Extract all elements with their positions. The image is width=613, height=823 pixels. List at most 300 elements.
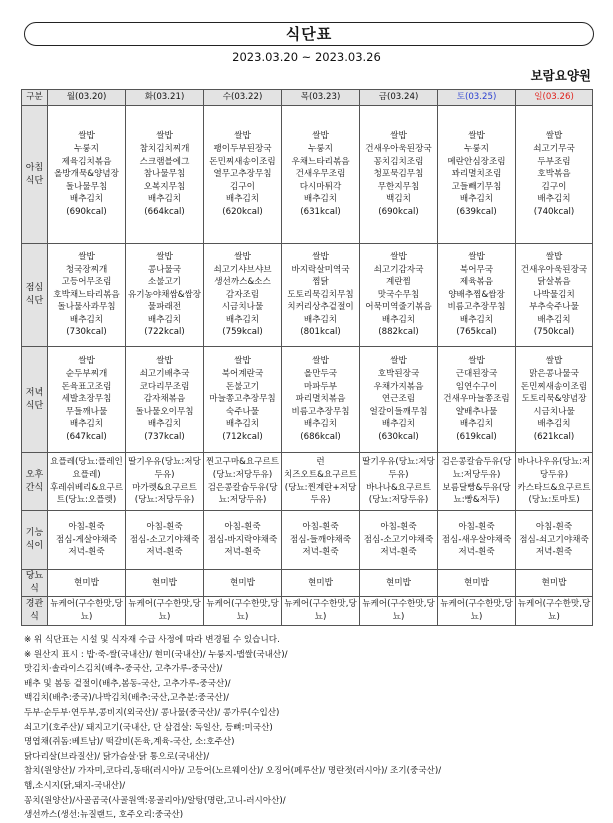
- notes: [24, 633, 599, 823]
- menu-item: 고등어무조림: [61, 277, 112, 288]
- menu-item: 누룽지: [74, 144, 99, 155]
- menu-item: 누룽지: [464, 144, 489, 155]
- menu-item: 마늘쫑고추장무침: [209, 394, 276, 405]
- menu-item: 점심-쇠고기야채죽: [519, 534, 589, 545]
- menu-item: 저녁-흰죽: [146, 547, 183, 558]
- menu-cell: [438, 106, 516, 244]
- menu-item: 검은콩칼슘두유(당뇨:저당두유): [207, 482, 278, 506]
- menu-cell: [360, 570, 438, 597]
- menu-item: 쌀밥: [156, 356, 173, 367]
- row-header: [22, 511, 48, 570]
- menu-item: 점심-게살야채죽: [55, 534, 118, 545]
- note-line: 생선까스(생선:뉴질랜드, 호주오리:중국산): [24, 810, 184, 821]
- facility-name: 보람요양원: [530, 68, 591, 83]
- note-line: 꽁치(원양산)/사골곰국(사골원액:몽골리아)/알탕(명란,고니-러시아산)/: [24, 795, 286, 806]
- menu-cell: [516, 570, 593, 597]
- menu-item: 쌀밥: [545, 131, 563, 142]
- menu-item: 뉴케어(구수한맛,당뇨): [517, 599, 591, 622]
- menu-item: 저녁-흰죽: [302, 547, 339, 558]
- menu-item: 점심-들깨야채죽: [289, 534, 352, 545]
- menu-cell: [48, 597, 126, 626]
- menu-cell: [438, 347, 516, 453]
- menu-item: 물파래전: [147, 302, 182, 313]
- menu-cell: [126, 244, 204, 347]
- menu-item: 다시마튀각: [299, 181, 342, 192]
- day-header: 금(03.24): [360, 90, 438, 106]
- menu-item: 아침-흰죽: [68, 522, 105, 533]
- menu-item: 쇠고기배추국: [139, 369, 190, 380]
- menu-item: 메란안심장조림: [447, 156, 506, 167]
- menu-item: (664kcal): [144, 206, 185, 217]
- menu-item: 호박볶음: [537, 169, 571, 180]
- menu-item: 아침-흰죽: [458, 522, 495, 533]
- menu-item: 저녁-흰죽: [458, 547, 495, 558]
- menu-item: 비름고추장무침: [291, 406, 350, 417]
- meal-row: [22, 244, 593, 347]
- menu-item: (730kcal): [66, 327, 107, 338]
- menu-item: 배추김치: [303, 194, 338, 205]
- menu-item: 양배추찜&쌈장: [448, 289, 505, 300]
- menu-item: 뉴케어(구수한맛,당뇨): [440, 599, 513, 622]
- menu-cell: [516, 597, 593, 626]
- menu-item: 현미밥: [464, 577, 489, 588]
- menu-item: (801kcal): [300, 327, 341, 338]
- menu-item: 임연수구이: [455, 381, 498, 392]
- menu-item: 뉴케어(구수한맛,당뇨): [362, 599, 435, 622]
- menu-item: 배추김치: [69, 194, 104, 205]
- menu-item: 저녁-흰죽: [224, 547, 261, 558]
- menu-cell: [48, 511, 126, 570]
- note-line: 명엽채(쥐돔:베트남)/ 떡갈비(돈육,계육-국산, 소:호주산): [24, 737, 235, 748]
- menu-item: 현미밥: [386, 577, 411, 588]
- menu-item: 배추김치: [147, 419, 182, 430]
- menu-item: (619kcal): [456, 431, 497, 442]
- menu-item: 딸기우유(당뇨:저당두유): [128, 457, 201, 480]
- menu-item: 배추김치: [459, 194, 494, 205]
- menu-item: 쌀밥: [390, 356, 407, 367]
- menu-item: 우채가지볶음: [373, 381, 424, 392]
- menu-item: (639kcal): [456, 206, 497, 217]
- row-header-line: 경관: [25, 599, 44, 609]
- menu-item: 건새우아욱된장국: [520, 264, 588, 275]
- menu-cell: [204, 347, 282, 453]
- menu-item: 호박된장국: [377, 369, 420, 380]
- menu-item: 도토리묵&양념장: [521, 394, 587, 405]
- menu-item: (722kcal): [144, 327, 185, 338]
- menu-item: (620kcal): [222, 206, 263, 217]
- menu-item: 저녁-흰죽: [535, 547, 573, 558]
- row-header-line: 식단: [25, 296, 44, 306]
- menu-item: 돌나물무침: [65, 181, 108, 192]
- menu-item: 배추김치: [537, 194, 571, 205]
- menu-cell: [360, 347, 438, 453]
- menu-item: (750kcal): [533, 327, 575, 338]
- menu-item: 북어계란국: [221, 369, 264, 380]
- menu-item: (759kcal): [222, 327, 263, 338]
- meal-row: [22, 597, 593, 626]
- row-header: [22, 347, 48, 453]
- menu-cell: [48, 453, 126, 511]
- menu-item: 배추김치: [459, 419, 494, 430]
- menu-item: 돌나물오이무침: [135, 406, 194, 417]
- menu-item: 우채느타리볶음: [291, 156, 350, 167]
- menu-item: 저녁-흰죽: [380, 547, 417, 558]
- menu-item: 비름고추장무침: [447, 302, 506, 313]
- menu-item: 뉴케어(구수한맛,당뇨): [128, 599, 201, 622]
- menu-item: (647kcal): [66, 431, 107, 442]
- menu-item: (690kcal): [66, 206, 107, 217]
- menu-cell: [360, 511, 438, 570]
- menu-item: 쌀밥: [234, 356, 251, 367]
- menu-item: 쌀밥: [312, 356, 329, 367]
- menu-item: 쌀밥: [78, 251, 95, 262]
- menu-item: 돈육표고조림: [61, 381, 112, 392]
- note-line: 백김치(배추:중국)/나박김치(배추:국산,고추분:중국산)/: [24, 693, 229, 704]
- menu-cell: [126, 511, 204, 570]
- menu-item: 쌀밥: [545, 356, 563, 367]
- menu-item: 배추김치: [225, 194, 260, 205]
- menu-item: 쌀밥: [78, 131, 95, 142]
- menu-cell: [438, 597, 516, 626]
- row-header: [22, 106, 48, 244]
- menu-item: 김구이: [541, 181, 567, 192]
- menu-item: 올방개묵&양념장: [54, 169, 119, 180]
- row-header-line: 당뇨: [25, 571, 44, 581]
- menu-item: 맛국수무침: [377, 289, 420, 300]
- menu-cell: [126, 570, 204, 597]
- menu-cell: [282, 570, 360, 597]
- menu-cell: [204, 244, 282, 347]
- menu-item: 제육볶음: [459, 277, 494, 288]
- row-header: [22, 244, 48, 347]
- menu-item: 생선까스&소스: [214, 277, 271, 288]
- menu-item: 쌀밥: [156, 131, 173, 142]
- menu-item: 연근조림: [381, 394, 416, 405]
- menu-item: 돌나물사과무침: [57, 302, 116, 313]
- menu-item: 배추김치: [225, 314, 260, 325]
- menu-item: 쇠고기샤브샤브: [213, 264, 272, 275]
- menu-item: 유기농야채쌈&쌈장: [127, 289, 202, 300]
- menu-item: 현미밥: [230, 577, 255, 588]
- menu-item: 부추숙주나물: [529, 302, 579, 313]
- menu-item: 저녁-흰죽: [68, 547, 105, 558]
- menu-item: 점심-새우살야채죽: [441, 534, 512, 545]
- menu-cell: [438, 511, 516, 570]
- row-header-line: 저녁: [25, 387, 44, 398]
- menu-item: 런: [316, 457, 325, 468]
- menu-item: 건새우마늘쫑조림: [443, 394, 510, 405]
- menu-item: 배추김치: [381, 314, 416, 325]
- menu-item: 얄배추나물: [455, 406, 498, 417]
- menu-cell: [48, 244, 126, 347]
- menu-item: 콩나물국: [147, 264, 182, 275]
- note-line: 맛김치·솔라이스김치(배추-중국산, 고추가루-중국산)/: [24, 664, 223, 675]
- meal-row: [22, 347, 593, 453]
- menu-item: 배추김치: [381, 419, 416, 430]
- menu-item: 두부조림: [537, 156, 571, 167]
- row-header-line: 식: [30, 584, 39, 594]
- day-header: 일(03.26): [516, 90, 593, 106]
- menu-cell: [360, 453, 438, 511]
- menu-item: 돈민찌새송이조림: [209, 156, 276, 167]
- note-line: 닭다리살(브라질산)/ 닭가슴살·닭 통으로(국내산)/: [24, 751, 210, 762]
- menu-cell: [282, 453, 360, 511]
- menu-cell: [282, 106, 360, 244]
- menu-item: 딸기우유(당뇨:저당두유): [362, 457, 435, 480]
- menu-item: 배추김치: [537, 419, 571, 430]
- menu-item: 쇠고기무국: [533, 144, 575, 155]
- menu-item: 치즈오트&요구르트(당뇨:찐계란+저당두유): [283, 469, 358, 506]
- menu-cell: [48, 106, 126, 244]
- menu-item: 검은콩칼슘두유(당뇨:저당두유): [441, 457, 512, 480]
- menu-item: 점심-바지락야채죽: [207, 534, 278, 545]
- menu-item: 쌀밥: [390, 131, 407, 142]
- menu-item: 시금치나물: [533, 406, 575, 417]
- note-line: ※ 위 식단표는 시설 및 식자재 수급 사정에 따라 변경될 수 있습니다.: [24, 635, 280, 645]
- menu-item: 김구이: [230, 181, 255, 192]
- menu-item: 열무고추장무침: [213, 169, 272, 180]
- menu-item: 청포묵김무침: [373, 169, 424, 180]
- menu-item: 근대된장국: [455, 369, 498, 380]
- menu-cell: [204, 511, 282, 570]
- meal-row: [22, 570, 593, 597]
- menu-item: 스크램블에그: [139, 156, 190, 167]
- menu-item: (737kcal): [144, 431, 185, 442]
- menu-item: (740kcal): [533, 206, 575, 217]
- menu-item: 감자조림: [225, 289, 260, 300]
- menu-cell: [516, 106, 593, 244]
- note-line: 두부·순두부·연두부,콩비지(외국산)/ 콩나물(중국산)/ 콩가루(수입산): [24, 707, 280, 718]
- menu-item: 아침-흰죽: [146, 522, 183, 533]
- note-line: ※ 원산지 표시 : 밥·죽-쌀(국내산)/ 현미(국내산)/ 누룽지-맵쌀(국내산)/: [24, 649, 288, 660]
- menu-item: 뉴케어(구수한맛,당뇨): [206, 599, 279, 622]
- menu-item: 아침-흰죽: [380, 522, 417, 533]
- row-header-line: 식이: [25, 541, 44, 551]
- menu-cell: [48, 347, 126, 453]
- menu-item: 쌀밥: [545, 251, 563, 262]
- menu-item: 배추김치: [537, 314, 571, 325]
- menu-item: 마파두부: [303, 381, 338, 392]
- menu-item: 현미밥: [308, 577, 333, 588]
- meal-row: [22, 106, 593, 244]
- menu-item: (686kcal): [300, 431, 341, 442]
- menu-cell: [204, 106, 282, 244]
- menu-item: 계란찜: [386, 277, 411, 288]
- menu-item: 돈민찌새송이조림: [520, 381, 588, 392]
- menu-item: (621kcal): [533, 431, 575, 442]
- menu-item: 제육김치볶음: [61, 156, 112, 167]
- menu-item: 보름달빵&두유(당뇨:빵&저두): [442, 482, 511, 506]
- menu-item: 현미밥: [74, 577, 99, 588]
- menu-item: 감자채볶음: [143, 394, 186, 405]
- menu-body: [22, 106, 593, 626]
- menu-item: 누룽지: [308, 144, 333, 155]
- menu-cell: [360, 597, 438, 626]
- row-header-line: 아침: [25, 162, 44, 173]
- menu-item: 쇠고기감자국: [373, 264, 424, 275]
- day-header: 월(03.20): [48, 90, 126, 106]
- menu-item: 숙주나물: [225, 406, 260, 417]
- date-range: 2023.03.20 ~ 2023.03.26: [232, 50, 381, 64]
- row-header: [22, 597, 48, 626]
- menu-item: 참나물무침: [143, 169, 186, 180]
- menu-cell: [516, 511, 593, 570]
- row-header-line: 식: [30, 612, 39, 622]
- menu-cell: [282, 597, 360, 626]
- page-title: 식단표: [24, 22, 594, 46]
- menu-item: 파리멸치볶음: [295, 394, 346, 405]
- menu-item: 쌀밥: [390, 251, 407, 262]
- menu-item: 바나나&요구르트(당뇨:저당두유): [366, 482, 431, 506]
- menu-item: 요플레(당뇨:플레인요플레): [50, 457, 123, 480]
- day-header: 토(03.25): [438, 90, 516, 106]
- menu-item: 쌀밥: [312, 131, 329, 142]
- menu-item: 후레쉬베리&요구르트(당뇨:오플렛): [49, 482, 124, 506]
- menu-item: 고들빼기무침: [451, 181, 502, 192]
- row-header: [22, 570, 48, 597]
- menu-item: 찐고구마&요구르트(당뇨:저당두유): [205, 457, 280, 480]
- menu-item: (712kcal): [222, 431, 263, 442]
- menu-item: 아침-흰죽: [224, 522, 261, 533]
- menu-item: 호박채느타리볶음: [53, 289, 120, 300]
- menu-cell: [204, 597, 282, 626]
- day-header-row: [22, 90, 593, 106]
- menu-item: (882kcal): [378, 327, 419, 338]
- menu-cell: [516, 347, 593, 453]
- menu-item: (690kcal): [378, 206, 419, 217]
- menu-cell: [204, 570, 282, 597]
- menu-item: 소불고기: [147, 277, 182, 288]
- note-line: 배추 및 봄동 겉절이(배추,봄동-국산, 고추가루-중국산)/: [24, 678, 231, 689]
- meal-row: [22, 511, 593, 570]
- menu-item: 쌀밥: [78, 356, 95, 367]
- menu-item: 배추김치: [69, 419, 104, 430]
- menu-cell: [282, 511, 360, 570]
- menu-item: 쌀밥: [468, 131, 485, 142]
- menu-item: 꽁치김치조림: [373, 156, 424, 167]
- menu-item: 배추김치: [147, 314, 182, 325]
- menu-item: (631kcal): [300, 206, 341, 217]
- menu-item: 세발초장무침: [61, 394, 112, 405]
- menu-item: 청국장찌개: [65, 264, 108, 275]
- menu-item: 돈불고기: [225, 381, 260, 392]
- menu-item: 도토리묵김치무침: [287, 289, 354, 300]
- menu-item: (765kcal): [456, 327, 497, 338]
- menu-item: 배추김치: [147, 194, 182, 205]
- menu-cell: [438, 244, 516, 347]
- menu-cell: [516, 453, 593, 511]
- note-line: 쇠고기(호주산)/ 돼지고기(국내산, 단 삼겹살: 독일산, 등뼈:미국산): [24, 722, 273, 733]
- menu-item: 참치김치찌개: [139, 144, 190, 155]
- menu-item: 어묵미역줄기볶음: [365, 302, 432, 313]
- day-header: 수(03.22): [204, 90, 282, 106]
- menu-item: 마가렛&요구르트(당뇨:저당두유): [132, 482, 197, 506]
- menu-item: 아침-흰죽: [535, 522, 573, 533]
- menu-item: 팽이두부된장국: [213, 144, 272, 155]
- menu-item: 뉴케어(구수한맛,당뇨): [50, 599, 123, 622]
- day-header: 화(03.21): [126, 90, 204, 106]
- menu-item: 쌀밥: [468, 251, 485, 262]
- menu-item: 점심-소고기야채죽: [363, 534, 434, 545]
- meal-row: [22, 453, 593, 511]
- menu-item: 코다리무조림: [139, 381, 190, 392]
- menu-item: 쌀밥: [468, 356, 485, 367]
- menu-item: 맑은콩나물국: [529, 369, 579, 380]
- row-header: [22, 453, 48, 511]
- menu-item: 배추김치: [303, 314, 338, 325]
- menu-item: 무들깨나물: [65, 406, 108, 417]
- note-line: 참치(원양산)/ 가자미,코다리,동태(러시아)/ 고등어(노르웨이산)/ 오징어(페루산)/ 명란젓(러시아)/ 조기(중국산)/: [24, 766, 442, 777]
- menu-item: 배추김치: [459, 314, 494, 325]
- note-line: 햄,소시지(닭,돼지-국내산)/: [24, 780, 126, 791]
- menu-item: 꽈리멸치조림: [451, 169, 502, 180]
- menu-item: 북어무국: [459, 264, 494, 275]
- menu-cell: [126, 597, 204, 626]
- menu-item: 뉴케어(구수한맛,당뇨): [284, 599, 357, 622]
- menu-item: 올만두국: [303, 369, 338, 380]
- menu-cell: [438, 453, 516, 511]
- menu-item: 카스타드&요구르트(당뇨:토마토): [517, 482, 591, 506]
- row-header-line: 점심: [25, 283, 44, 293]
- menu-item: 쌀밥: [156, 251, 173, 262]
- menu-item: 건새우무조림: [295, 169, 346, 180]
- menu-table: [21, 89, 593, 626]
- menu-cell: [126, 453, 204, 511]
- menu-item: 백김치: [386, 194, 411, 205]
- menu-item: 쌀밥: [312, 251, 329, 262]
- row-header-line: 기능: [25, 528, 44, 538]
- corner-header: 구분: [22, 90, 48, 106]
- menu-item: 배추김치: [69, 314, 104, 325]
- menu-item: 바지락살미역국: [291, 264, 350, 275]
- menu-item: 건새우아욱된장국: [365, 144, 432, 155]
- menu-cell: [360, 244, 438, 347]
- menu-item: 쌀밥: [234, 131, 251, 142]
- menu-item: 배추김치: [303, 419, 338, 430]
- menu-item: (630kcal): [378, 431, 419, 442]
- menu-item: 시금치나물: [221, 302, 264, 313]
- row-header-line: 간식: [25, 482, 44, 493]
- menu-cell: [126, 347, 204, 453]
- menu-cell: [438, 570, 516, 597]
- menu-cell: [282, 244, 360, 347]
- menu-item: 닭살볶음: [537, 277, 571, 288]
- menu-item: 현미밥: [152, 577, 177, 588]
- menu-cell: [360, 106, 438, 244]
- menu-item: 찜닭: [312, 277, 329, 288]
- menu-cell: [516, 244, 593, 347]
- day-header: 목(03.23): [282, 90, 360, 106]
- menu-cell: [204, 453, 282, 511]
- menu-item: 무한지무침: [377, 181, 420, 192]
- row-header-line: 식단: [25, 400, 44, 411]
- menu-item: 점심-소고기야채죽: [129, 534, 200, 545]
- row-header-line: 식단: [25, 175, 44, 186]
- menu-item: 치커리상추겉절이: [287, 302, 354, 313]
- menu-item: 순두부찌개: [65, 369, 108, 380]
- menu-cell: [126, 106, 204, 244]
- menu-item: 오복지무침: [143, 181, 186, 192]
- menu-item: 나박물김치: [533, 289, 575, 300]
- menu-item: 바나나우유(당뇨:저당두유): [517, 457, 591, 480]
- menu-item: 아침-흰죽: [302, 522, 339, 533]
- menu-item: 얼갈이들깨무침: [369, 406, 428, 417]
- menu-item: 쌀밥: [234, 251, 251, 262]
- menu-cell: [282, 347, 360, 453]
- menu-item: 현미밥: [541, 577, 567, 588]
- menu-item: 배추김치: [225, 419, 260, 430]
- row-header-line: 오후: [25, 469, 44, 480]
